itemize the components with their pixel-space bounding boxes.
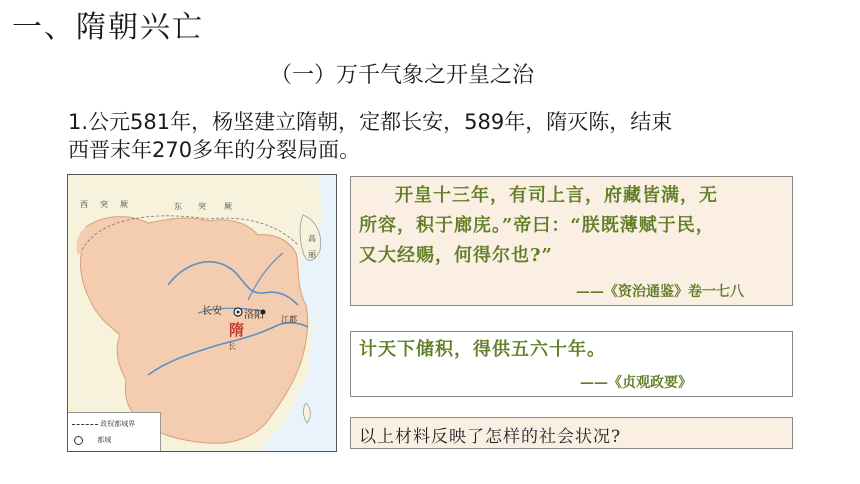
map-legend — [68, 412, 161, 451]
taiwan-island — [303, 403, 310, 423]
map-label-xi: 西 — [80, 200, 88, 209]
legend-boundary-label: 政权都城界 — [100, 420, 136, 428]
quote1-line3: 又大经赐，何得尔也?” — [359, 245, 553, 266]
river-label: 长 — [228, 342, 236, 351]
map-label-jue2: 厥 — [224, 202, 232, 211]
sub-title: （一）万千气象之开皇之治 — [270, 63, 535, 88]
sui-dynasty-map — [67, 174, 337, 452]
map-label-jue1: 厥 — [120, 200, 128, 209]
city-jiangdu: 江都 — [281, 315, 297, 324]
question-text: 以上材料反映了怎样的社会状况? — [359, 427, 622, 447]
quote1-source: ——《资治通鉴》卷一七八 — [576, 284, 744, 300]
legend-capital-label: 都城 — [97, 436, 112, 444]
city-changan: 长安 — [202, 306, 222, 317]
quote-box-zizhi-tongjian — [350, 176, 793, 306]
section-title: 一、隋朝兴亡 — [12, 10, 204, 45]
intro-line-2: 西晋末年270多年的分裂局面。 — [68, 138, 361, 162]
question-box — [350, 417, 793, 449]
map-label-li: 丽 — [308, 250, 316, 259]
quote2-line1: 计天下储积，得供五六十年。 — [359, 339, 606, 360]
dashed-line-icon — [72, 424, 98, 425]
sui-state-label: 隋 — [229, 321, 245, 339]
map-label-gao: 高 — [308, 234, 316, 243]
quote-box-zhenguan-zhengyao — [350, 331, 793, 397]
map-label-tu2: 突 — [198, 202, 206, 211]
capital-marker-icon — [74, 436, 83, 445]
map-label-dong: 东 — [174, 202, 182, 211]
legend-boundary-row — [72, 419, 135, 429]
intro-paragraph — [68, 108, 788, 164]
intro-line-1: 1.公元581年，杨坚建立隋朝，定都长安，589年，隋灭陈，结束 — [68, 110, 673, 134]
quote2-source: ——《贞观政要》 — [580, 375, 692, 391]
quote1-line2: 所容，积于廊庑。”帝曰：“朕既薄赋于民， — [359, 215, 715, 236]
legend-capital-row — [74, 435, 111, 445]
city-luoyang: 洛阳 — [244, 310, 264, 321]
quote1-line1: 开皇十三年，有司上言，府藏皆满，无 — [395, 185, 718, 206]
map-label-tu1: 突 — [100, 200, 108, 209]
